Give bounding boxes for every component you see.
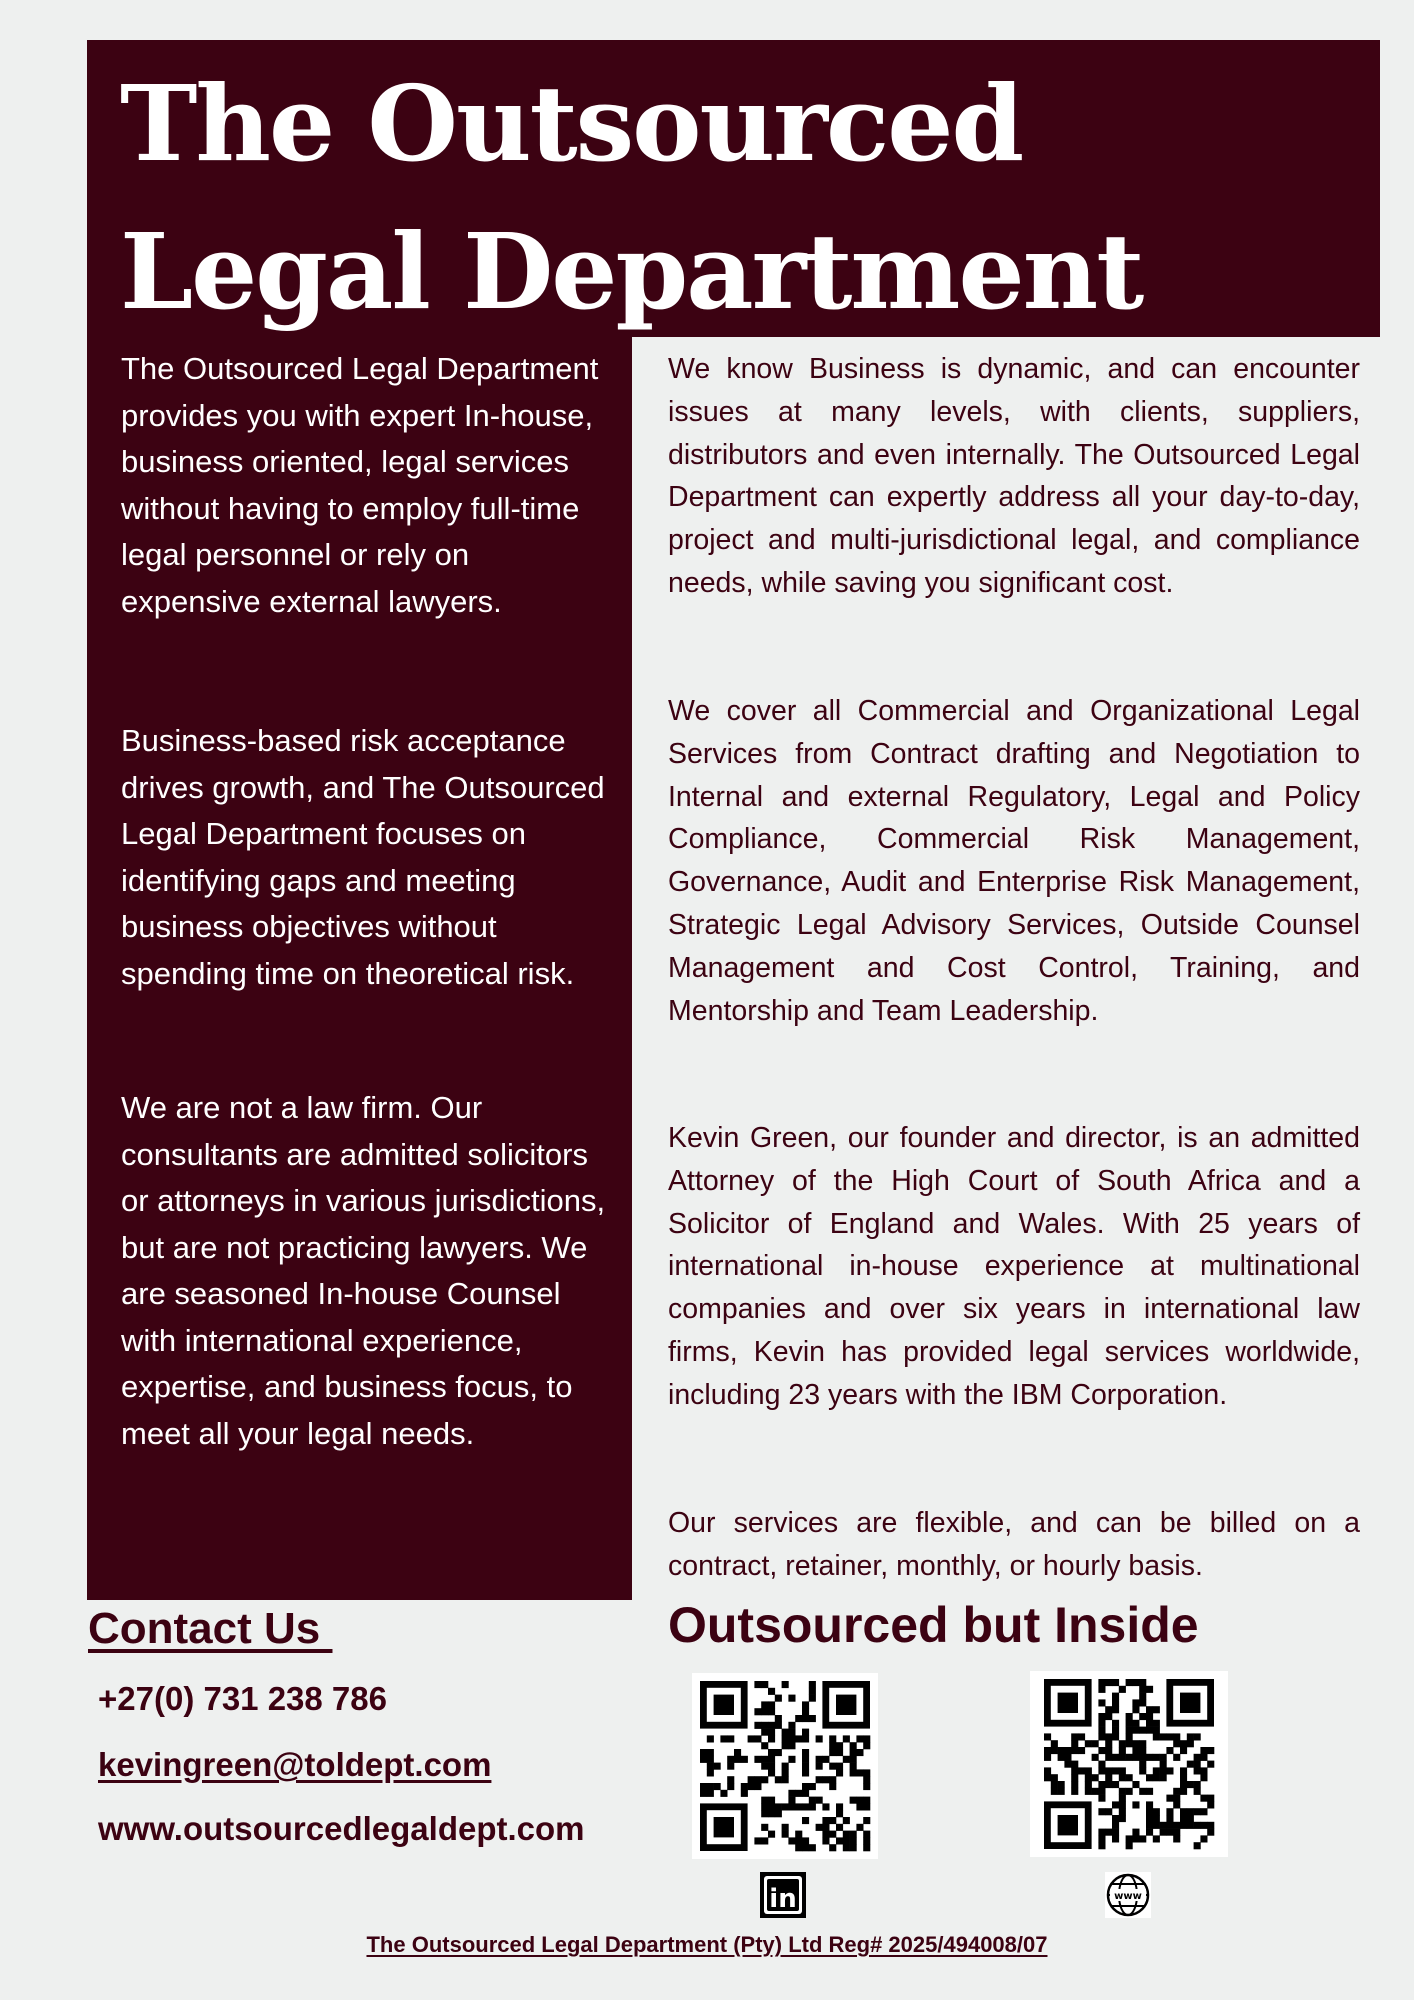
left-paragraph-1: The Outsourced Legal Department provides you with expert In-house, business oriented, legal services without having to employ full-time legal personnel or rely on expensive external lawyers. [121, 351, 599, 619]
contact-email-link[interactable]: kevingreen@toldept.com [98, 1746, 492, 1783]
left-paragraph-3: We are not a law firm. Our consultants are admitted solicitors or attorneys in various jurisdictions, but are not practicing lawyers. We are seasoned In-house Counsel with international experience, expertise, and business focus, to meet all your legal needs. [121, 1090, 606, 1451]
left-paragraph-2: Business-based risk acceptance drives growth, and The Outsourced Legal Department focuses on identifying gaps and meeting business objectives without spending time on theoretical risk. [121, 723, 605, 991]
title-line-1: The Outsourced [120, 62, 1023, 185]
title-line-2: Legal Department [120, 210, 1143, 333]
contact-website-link[interactable]: www.outsourcedlegaldept.com [98, 1810, 585, 1847]
website-qr-code-icon[interactable] [1030, 1671, 1228, 1857]
linkedin-glyph: in [769, 1884, 797, 1914]
right-paragraph-1: We know Business is dynamic, and can encounter issues at many levels, with clients, suppliers, distributors and even internally. The Outsourced Legal Department can expertly address all your day-to-day, project and multi-jurisdictional legal, and compliance needs, while saving you significant cost. [668, 353, 1360, 599]
right-paragraph-3: Kevin Green, our founder and director, is an admitted Attorney of the High Court of South Africa and a Solicitor of England and Wales. With 25 years of international in-house experience at multinational companies and over six years in international law firms, Kevin has provided legal services worldwide, including 23 years with the IBM Corporation. [668, 1122, 1360, 1411]
linkedin-icon[interactable] [760, 1872, 806, 1918]
footer-registration: The Outsourced Legal Department (Pty) Ltd Reg# 2025/494008/07 [366, 1932, 1048, 1957]
page-title [120, 50, 1142, 346]
right-paragraph-4: Our services are flexible, and can be billed on a contract, retainer, monthly, or hourly basis. [668, 1507, 1360, 1582]
www-glyph: www [1114, 1891, 1142, 1902]
linkedin-qr-code-icon[interactable] [692, 1673, 878, 1859]
qr-code-icon [1030, 1671, 1228, 1857]
right-paragraph-2: We cover all Commercial and Organizational Legal Services from Contract drafting and Negotiation to Internal and external Regulatory, Legal and Policy Compliance, Commercial Risk Management, Governance, Audit and Enterprise Risk Management, Strategic Legal Advisory Services, Outside Counsel Management and Cost Control, Training, and Mentorship and Team Leadership. [668, 695, 1360, 1027]
contact-phone[interactable]: +27(0) 731 238 786 [98, 1680, 387, 1717]
contact-heading: Contact Us [88, 1604, 333, 1653]
qr-code-icon [692, 1673, 878, 1859]
globe-www-icon[interactable] [1105, 1872, 1151, 1918]
tagline: Outsourced but Inside [668, 1597, 1199, 1653]
